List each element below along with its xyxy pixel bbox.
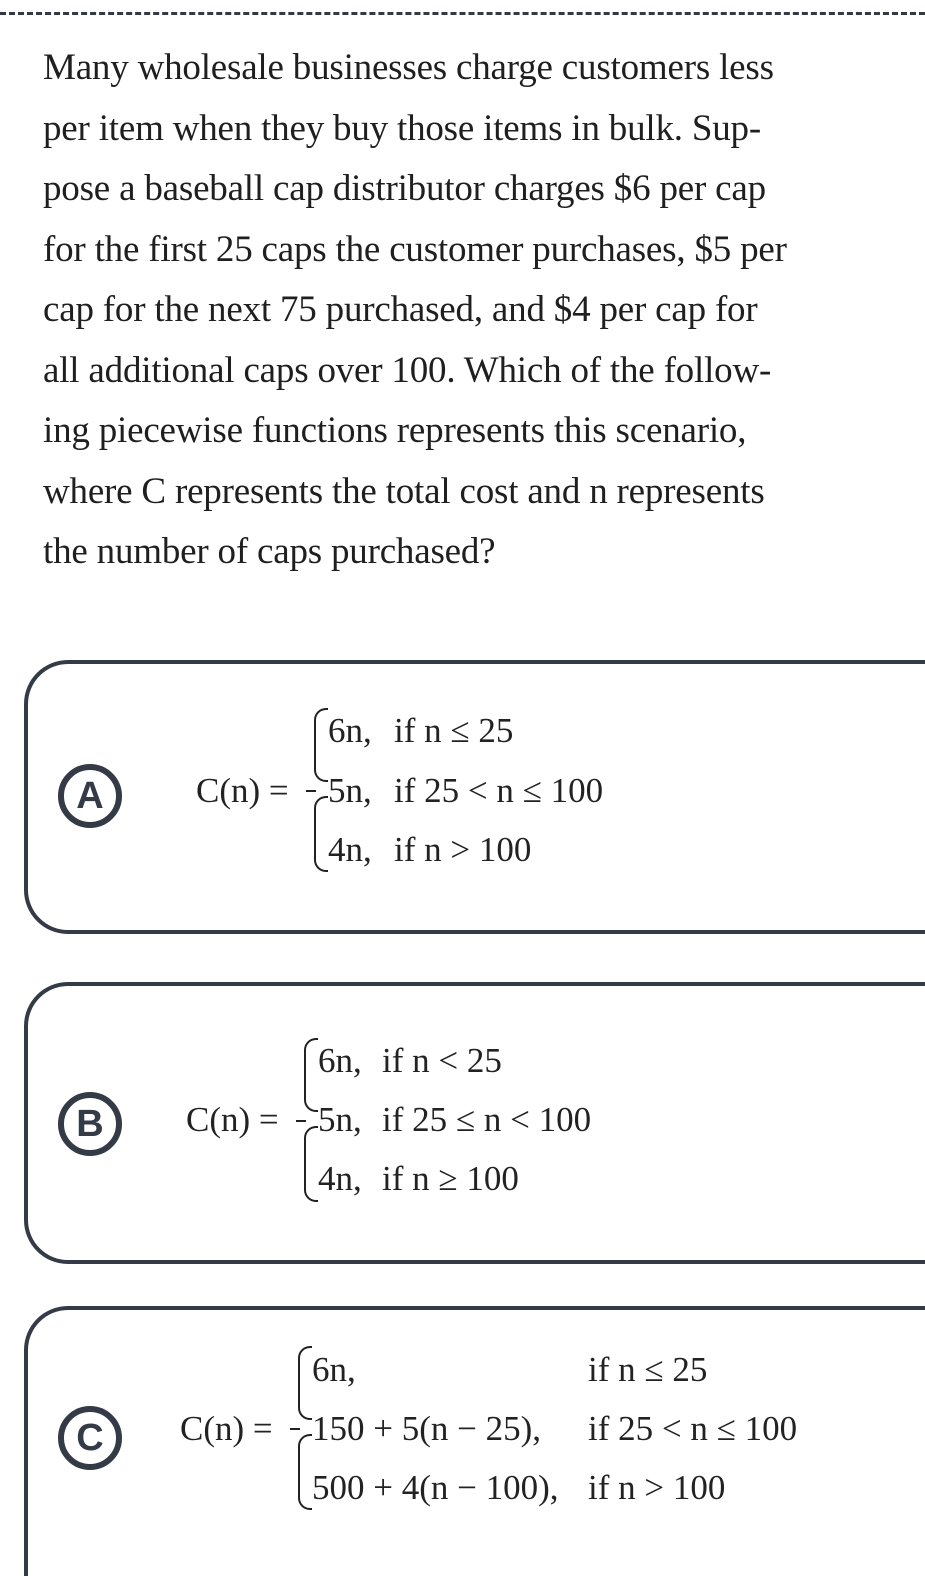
question-line: cap for the next 75 purchased, and $4 per cap for (43, 289, 758, 330)
case-row (328, 711, 514, 751)
brace-top (298, 1346, 312, 1420)
case-expr: 150 + 5(n − 25), (312, 1409, 542, 1448)
question-line: all additional caps over 100. Which of the follow- (43, 349, 772, 391)
formula-lhs: C(n) = (186, 1100, 279, 1139)
formula-lhs: C(n) = (196, 771, 289, 810)
brace-bottom (298, 1434, 312, 1510)
formula-lhs: C(n) = (180, 1409, 273, 1448)
brace-tip (296, 1120, 306, 1122)
piecewise-formula-b (28, 986, 925, 1264)
brace-top (314, 708, 328, 782)
dashed-separator (0, 12, 925, 15)
case-condition: if 25 < n ≤ 100 (394, 771, 604, 810)
choice-letter-b: B (58, 1092, 122, 1156)
case-condition: if n ≥ 100 (382, 1159, 519, 1198)
case-condition: if n < 25 (382, 1041, 502, 1080)
choice-letter-c: C (58, 1406, 122, 1470)
case-condition: if n > 100 (394, 830, 532, 869)
piecewise-formula-a (28, 664, 925, 934)
question-line: for the first 25 caps the customer purchases, $5 per (43, 228, 787, 270)
case-row (312, 1350, 708, 1390)
case-row (318, 1100, 592, 1140)
question-line: per item when they buy those items in bulk. Sup- (43, 107, 761, 149)
brace-bottom (314, 796, 328, 872)
answer-choice-a[interactable] (24, 660, 925, 934)
case-condition: if 25 < n ≤ 100 (588, 1409, 798, 1448)
question-line: pose a baseball cap distributor charges $6 per cap (43, 168, 766, 209)
case-expr: 6n, (318, 1041, 362, 1080)
choice-letter-a: A (58, 764, 122, 828)
case-expr: 6n, (312, 1350, 356, 1389)
case-row (318, 1159, 519, 1199)
brace-tip (290, 1428, 300, 1430)
question-text (43, 38, 893, 583)
question-line: where C represents the total cost and n represents (43, 470, 765, 512)
answer-choice-b[interactable] (24, 982, 925, 1264)
question-line: ing piecewise functions represents this scenario, (43, 410, 747, 451)
case-expr: 6n, (328, 711, 372, 750)
case-expr: 500 + 4(n − 100), (312, 1468, 559, 1507)
case-condition: if n ≤ 25 (394, 711, 514, 750)
case-condition: if n > 100 (588, 1468, 726, 1507)
brace-top (304, 1038, 318, 1112)
case-condition: if 25 ≤ n < 100 (382, 1100, 592, 1139)
answer-choice-c[interactable] (24, 1306, 925, 1576)
case-expr: 5n, (318, 1100, 362, 1139)
case-expr: 4n, (328, 830, 372, 869)
question-line: Many wholesale businesses charge customers less (43, 47, 774, 88)
case-row (312, 1409, 798, 1449)
question-line: the number of caps purchased? (43, 531, 496, 572)
case-condition: if n ≤ 25 (588, 1350, 708, 1389)
case-expr: 4n, (318, 1159, 362, 1198)
case-row (328, 830, 532, 870)
case-expr: 5n, (328, 771, 372, 810)
case-row (318, 1041, 502, 1081)
piecewise-formula-c (28, 1310, 925, 1550)
case-row (312, 1468, 726, 1508)
case-row (328, 771, 604, 811)
brace-bottom (304, 1126, 318, 1202)
brace-tip (306, 790, 316, 792)
